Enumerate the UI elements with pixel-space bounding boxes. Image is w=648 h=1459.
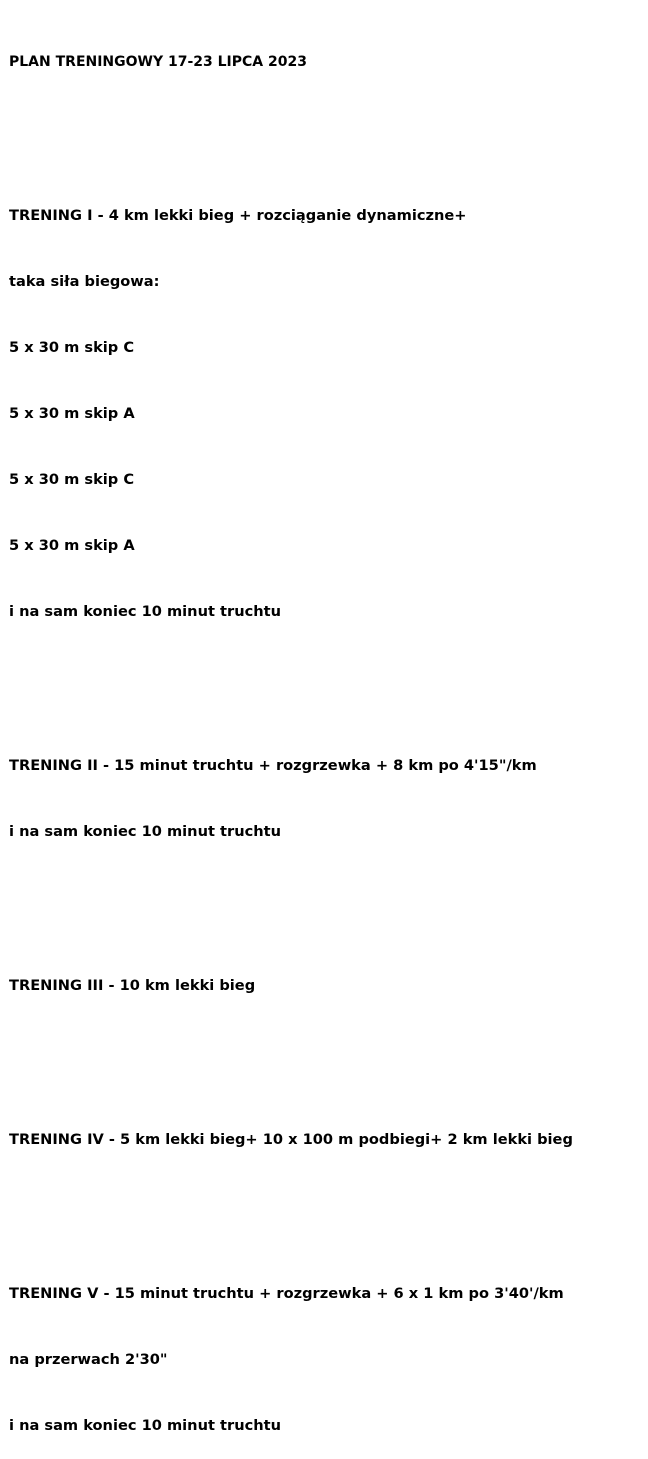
trening-5-header: TRENING V - 15 minut truchtu + rozgrzewka + 6 x 1 km po 3'40'/km (9, 1285, 564, 1302)
trening-1-line: i na sam koniec 10 minut truchtu (9, 603, 281, 620)
trening-5-line: na przerwach 2'30" (9, 1351, 168, 1368)
trening-3-header: TRENING III - 10 km lekki bieg (9, 977, 256, 994)
document-title: PLAN TRENINGOWY 17-23 LIPCA 2023 (9, 54, 307, 70)
trening-1-line: 5 x 30 m skip C (9, 471, 135, 488)
trening-1-header: TRENING I - 4 km lekki bieg + rozciąganie dynamiczne+ (9, 207, 467, 224)
blank-line (9, 667, 639, 689)
blank-line (9, 117, 639, 139)
blank-line (9, 887, 639, 909)
blank-line (9, 1195, 639, 1217)
trening-1-line: 5 x 30 m skip A (9, 405, 135, 422)
trening-1-line: 5 x 30 m skip C (9, 339, 135, 356)
training-plan-document (9, 7, 639, 1459)
trening-2-header: TRENING II - 15 minut truchtu + rozgrzewka + 8 km po 4'15"/km (9, 757, 537, 774)
trening-1-line: 5 x 30 m skip A (9, 537, 135, 554)
blank-line (9, 1041, 639, 1063)
trening-2-line: i na sam koniec 10 minut truchtu (9, 823, 281, 840)
trening-4-header: TRENING IV - 5 km lekki bieg+ 10 x 100 m podbiegi+ 2 km lekki bieg (9, 1131, 573, 1148)
trening-5-line: i na sam koniec 10 minut truchtu (9, 1417, 281, 1434)
trening-1-line: taka siła biegowa: (9, 273, 160, 290)
